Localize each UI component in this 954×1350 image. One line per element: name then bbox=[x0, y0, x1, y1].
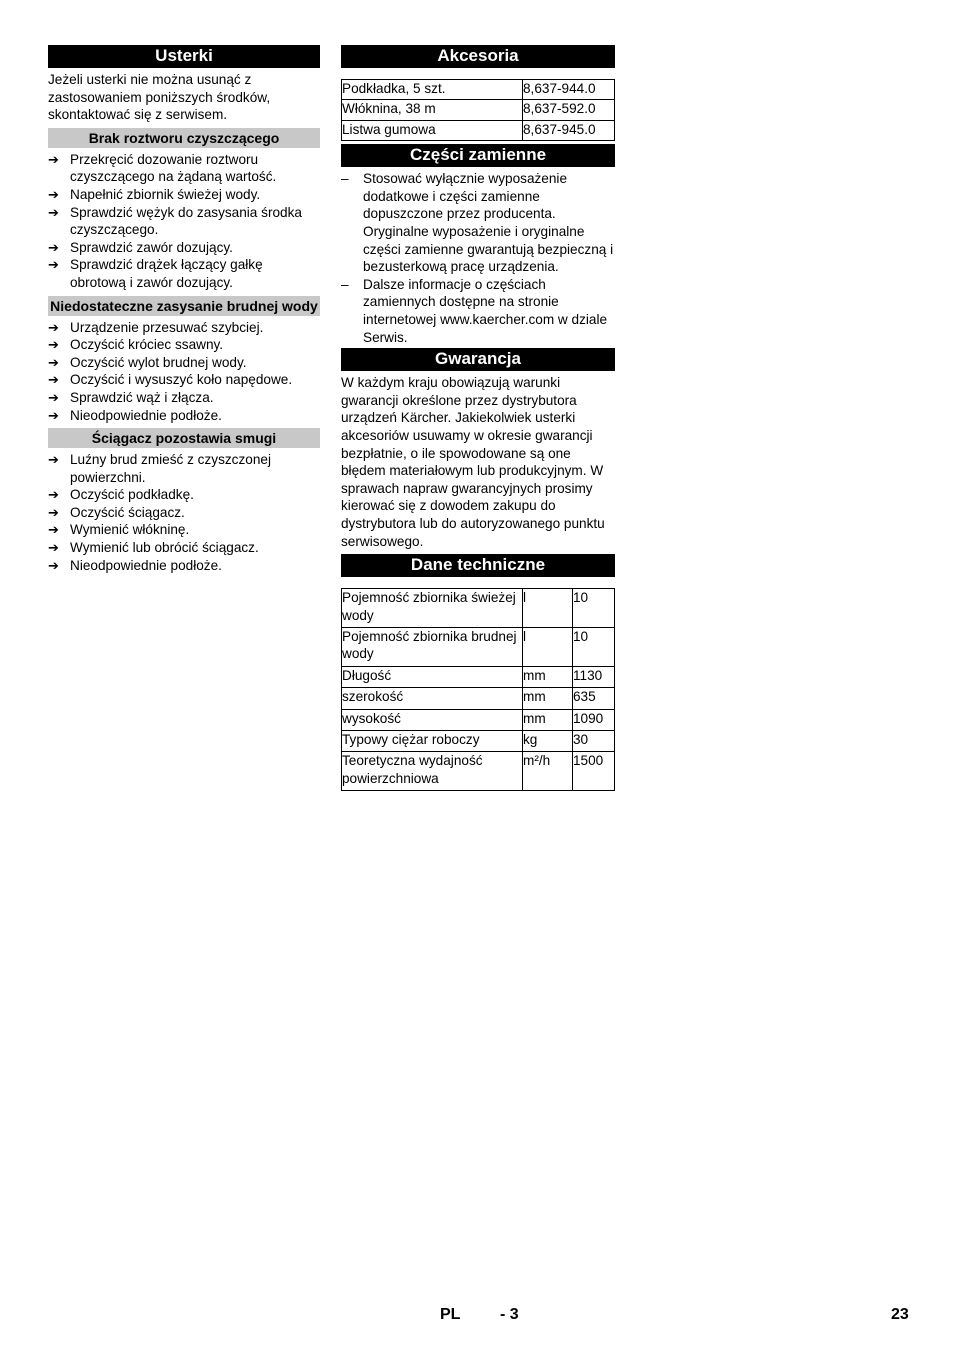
table-cell: szerokość bbox=[342, 688, 523, 709]
table-row bbox=[342, 80, 615, 100]
table-cell: kg bbox=[523, 730, 573, 751]
list-item: ➔ Sprawdzić drążek łączący gałkę obrotową i zawór dozujący. bbox=[48, 257, 263, 290]
table-cell: wysokość bbox=[342, 709, 523, 730]
list-item: ➔ Napełnić zbiornik świeżej wody. bbox=[48, 186, 261, 202]
list-item: ➔ Wymienić włókninę. bbox=[48, 522, 190, 538]
arrow-right-icon: ➔ bbox=[48, 204, 59, 220]
table-cell: Pojemność zbiornika świeżej wody bbox=[342, 589, 523, 628]
accessories-table bbox=[341, 79, 615, 141]
table-cell: 30 bbox=[573, 730, 615, 751]
list-item: ➔ Urządzenie przesuwać szybciej. bbox=[48, 319, 264, 335]
czesci-zamienne-heading: Części zamienne bbox=[341, 144, 615, 167]
table-cell: l bbox=[523, 627, 573, 666]
arrow-right-icon: ➔ bbox=[48, 557, 59, 573]
arrow-right-icon: ➔ bbox=[48, 522, 59, 538]
akcesoria-heading: Akcesoria bbox=[341, 45, 615, 68]
arrow-right-icon: ➔ bbox=[48, 452, 59, 468]
table-row bbox=[342, 688, 615, 709]
list-item: ➔ Sprawdzić wężyk do zasysania środka czyszczącego. bbox=[48, 204, 302, 238]
section-heading-smugi: Ściągacz pozostawia smugi bbox=[48, 428, 320, 448]
table-cell: Teoretyczna wydajność powierzchniowa bbox=[342, 752, 523, 791]
table-cell: 8,637-592.0 bbox=[523, 100, 615, 120]
table-cell: Podkładka, 5 szt. bbox=[342, 80, 523, 100]
table-cell: 1130 bbox=[573, 666, 615, 687]
table-cell: mm bbox=[523, 709, 573, 730]
table-cell: Pojemność zbiornika brudnej wody bbox=[342, 627, 523, 666]
table-cell: 10 bbox=[573, 589, 615, 628]
arrow-right-icon: ➔ bbox=[48, 257, 59, 273]
table-row bbox=[342, 730, 615, 751]
arrow-right-icon: ➔ bbox=[48, 337, 59, 353]
list-item: ➔ Przekręcić dozowanie roztworu czyszczącego na żądaną wartość. bbox=[48, 151, 277, 185]
table-row bbox=[342, 752, 615, 791]
list-item: ➔ Oczyścić ściągacz. bbox=[48, 504, 185, 520]
table-row bbox=[342, 100, 615, 120]
page-number: 23 bbox=[891, 1306, 909, 1323]
table-cell: 8,637-945.0 bbox=[523, 120, 615, 140]
table-cell: 1500 bbox=[573, 752, 615, 791]
list-item: – Stosować wyłącznie wyposażenie dodatkowe i części zamienne dopuszczone przez producenta. Oryginalne wyposażenie i oryginalne części zamienne gwarantują bezpieczną i bezusterkową pracę urządzenia. bbox=[341, 171, 614, 275]
table-row bbox=[342, 627, 615, 666]
table-row bbox=[342, 666, 615, 687]
section-heading-brak-roztworu: Brak roztworu czyszczącego bbox=[48, 128, 320, 148]
table-cell: Włóknina, 38 m bbox=[342, 100, 523, 120]
arrow-right-icon: ➔ bbox=[48, 540, 59, 556]
table-row bbox=[342, 709, 615, 730]
list-item: ➔ Luźny brud zmieść z czyszczonej powierzchni. bbox=[48, 452, 271, 485]
usterki-heading: Usterki bbox=[48, 45, 320, 68]
arrow-right-icon: ➔ bbox=[48, 389, 59, 405]
technical-data-table bbox=[341, 588, 615, 791]
list-item: ➔ Oczyścić wylot brudnej wody. bbox=[48, 354, 247, 370]
list-brak-roztworu bbox=[48, 151, 320, 292]
list-item: ➔ Oczyścić podkładkę. bbox=[48, 487, 194, 503]
dane-techniczne-heading: Dane techniczne bbox=[341, 554, 615, 577]
table-row bbox=[342, 589, 615, 628]
list-item: – Dalsze informacje o częściach zamiennych dostępne na stronie internetowej www.kaercher.com w dziale Serwis. bbox=[341, 276, 608, 345]
left-column bbox=[48, 45, 320, 576]
arrow-right-icon: ➔ bbox=[48, 407, 59, 423]
table-cell: 10 bbox=[573, 627, 615, 666]
table-row bbox=[342, 120, 615, 140]
arrow-right-icon: ➔ bbox=[48, 372, 59, 388]
arrow-right-icon: ➔ bbox=[48, 487, 59, 503]
list-item: ➔ Nieodpowiednie podłoże. bbox=[48, 407, 222, 423]
table-cell: mm bbox=[523, 666, 573, 687]
arrow-right-icon: ➔ bbox=[48, 239, 59, 255]
table-cell: l bbox=[523, 589, 573, 628]
table-cell: m²/h bbox=[523, 752, 573, 791]
arrow-right-icon: ➔ bbox=[48, 151, 59, 167]
usterki-intro: Jeżeli usterki nie można usunąć z zastosowaniem poniższych środków, skontaktować się z serwisem. bbox=[48, 72, 271, 123]
list-item: ➔ Wymienić lub obrócić ściągacz. bbox=[48, 540, 259, 556]
list-item: ➔ Sprawdzić wąż i złącza. bbox=[48, 389, 214, 405]
arrow-right-icon: ➔ bbox=[48, 319, 59, 335]
footer-language: PL bbox=[440, 1306, 461, 1323]
gwarancja-heading: Gwarancja bbox=[341, 348, 615, 371]
list-zasysanie bbox=[48, 319, 320, 425]
list-item: ➔ Oczyścić i wysuszyć koło napędowe. bbox=[48, 372, 293, 388]
list-item: ➔ Sprawdzić zawór dozujący. bbox=[48, 239, 233, 255]
arrow-right-icon: ➔ bbox=[48, 504, 59, 520]
arrow-right-icon: ➔ bbox=[48, 186, 59, 202]
arrow-right-icon: ➔ bbox=[48, 354, 59, 370]
gwarancja-text: W każdym kraju obowiązują warunki gwarancji określone przez dystrybutora urządzeń Kärcher. Jakiekolwiek usterki akcesoriów usuwamy w okresie gwarancji bezpłatnie, o ile spowodowane są one błędem materiałowym lub produkcyjnym. W sprawach napraw gwarancyjnych prosimy kierować się z dowodem zakupu do dystrybutora lub do autoryzowanego punktu serwisowego. bbox=[341, 375, 605, 549]
table-cell: Długość bbox=[342, 666, 523, 687]
right-column bbox=[341, 45, 615, 791]
table-cell: 8,637-944.0 bbox=[523, 80, 615, 100]
footer-section-number: - 3 bbox=[500, 1306, 519, 1323]
section-heading-zasysanie: Niedostateczne zasysanie brudnej wody bbox=[48, 296, 320, 316]
table-cell: 1090 bbox=[573, 709, 615, 730]
table-cell: Typowy ciężar roboczy bbox=[342, 730, 523, 751]
dash-bullet: – bbox=[341, 171, 349, 187]
list-item: ➔ Oczyścić króciec ssawny. bbox=[48, 337, 224, 353]
list-item: ➔ Nieodpowiednie podłoże. bbox=[48, 557, 222, 573]
table-cell: Listwa gumowa bbox=[342, 120, 523, 140]
table-cell: mm bbox=[523, 688, 573, 709]
czesci-zamienne-list bbox=[341, 170, 615, 346]
table-cell: 635 bbox=[573, 688, 615, 709]
dash-bullet: – bbox=[341, 276, 349, 292]
list-smugi bbox=[48, 451, 320, 574]
